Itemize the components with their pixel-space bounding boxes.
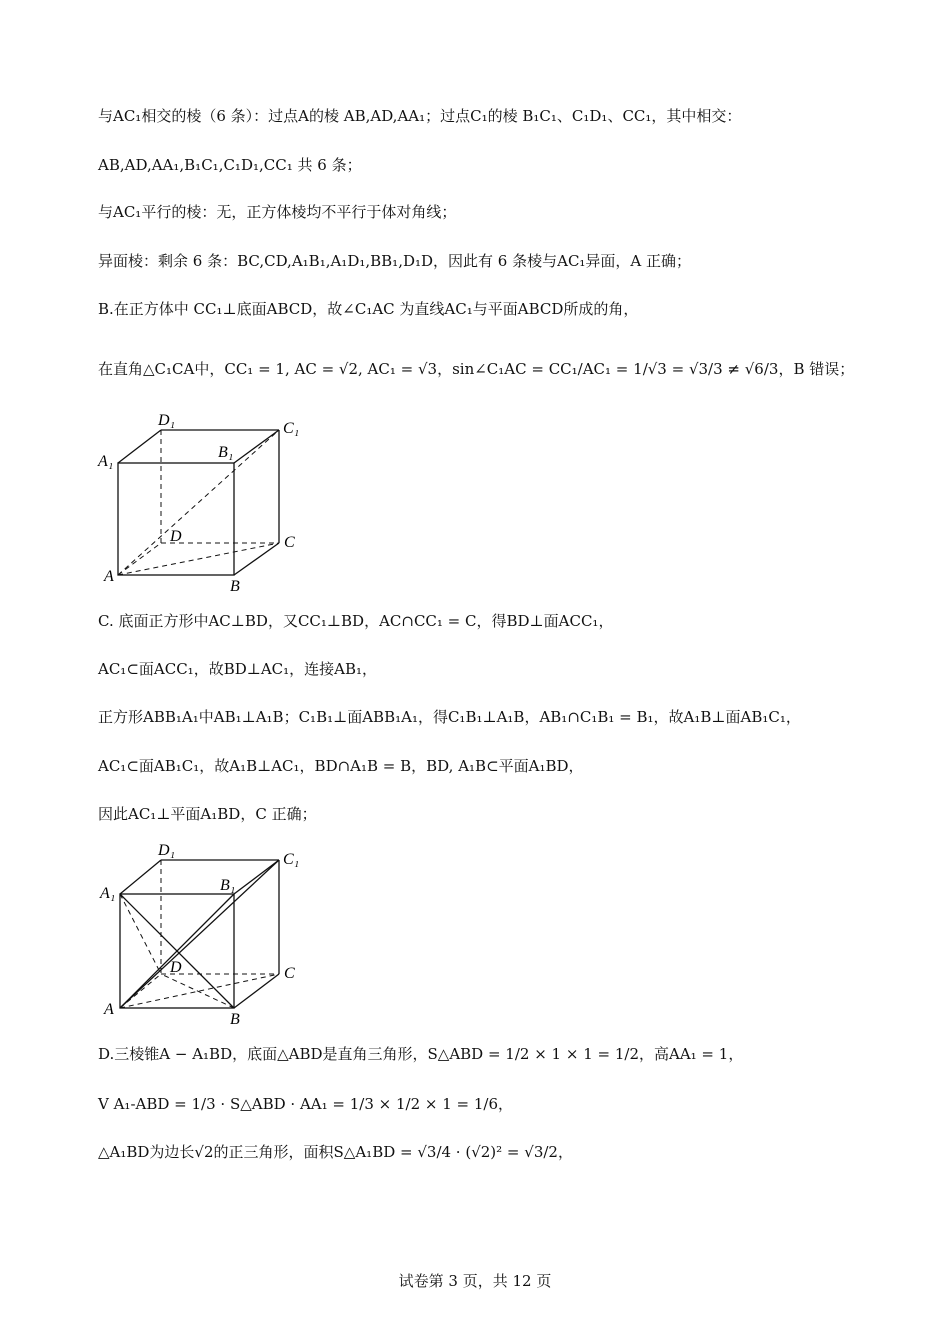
front-face (118, 463, 234, 575)
label-a1: A₁ (100, 885, 116, 902)
label-a: A (104, 568, 114, 585)
edge-b1c1 (234, 430, 279, 463)
label-d: D (170, 959, 182, 976)
text-line-13: V A₁-ABD = 1/3 · S△ABD · AA₁ = 1/3 × 1/2 × 1 = 1/6， (98, 1095, 514, 1113)
text-line-10: AC₁⊂面AB₁C₁，故A₁B⊥AC₁，BD∩A₁B = B，BD, A₁B⊂平面A₁BD， (98, 757, 584, 775)
text-line-4: 异面棱：剩余 6 条：BC,CD,A₁B₁,A₁D₁,BB₁,D₁D，因此有 6 条棱与AC₁异面，A 正确； (98, 252, 692, 270)
edge-a1d1 (120, 860, 161, 894)
label-b: B (230, 1011, 240, 1028)
text-line-2: AB,AD,AA₁,B₁C₁,C₁D₁,CC₁ 共 6 条； (98, 156, 362, 174)
page-footer: 试卷第 3 页，共 12 页 (398, 1272, 552, 1290)
text-line-3: 与AC₁平行的棱：无，正方体棱均不平行于体对角线； (98, 203, 457, 221)
text-line-5: B.在正方体中 CC₁⊥底面ABCD，故∠C₁AC 为直线AC₁与平面ABCD所成的角， (98, 300, 639, 318)
label-c: C (284, 534, 295, 551)
edge-bc (234, 543, 279, 575)
diagonal-ac1 (118, 430, 279, 575)
text-line-6: 在直角△C₁CA中，CC₁ = 1, AC = √2, AC₁ = √3，sin∠C₁AC = CC₁/AC₁ = 1/√3 = √3/3 ≠ √6/3，B 错误； (98, 360, 855, 378)
edge-a1d1 (118, 430, 161, 463)
cube-figure-2 (96, 838, 316, 1032)
label-b1: B₁ (218, 444, 234, 461)
label-c: C (284, 965, 295, 982)
cube-diagram-2 (96, 838, 316, 1028)
label-b: B (230, 578, 240, 595)
label-b1: B₁ (220, 877, 236, 894)
text-line-1: 与AC₁相交的棱（6 条）：过点A的棱 AB,AD,AA₁；过点C₁的棱 B₁C₁、C₁D₁、CC₁，其中相交： (98, 107, 742, 125)
text-line-9: 正方形ABB₁A₁中AB₁⊥A₁B；C₁B₁⊥面ABB₁A₁，得C₁B₁⊥A₁B，AB₁∩C₁B₁ = B₁，故A₁B⊥面AB₁C₁， (98, 708, 801, 726)
line-a1d (120, 894, 161, 974)
diagonal-ac1 (120, 860, 279, 1008)
line-bd (161, 974, 234, 1008)
label-c1: C₁ (283, 851, 300, 868)
label-d1: D₁ (158, 842, 176, 859)
text-line-11: 因此AC₁⊥平面A₁BD，C 正确； (98, 805, 317, 823)
label-d1: D₁ (158, 412, 176, 429)
label-d: D (170, 528, 182, 545)
label-a1: A₁ (98, 453, 114, 470)
label-c1: C₁ (283, 420, 300, 437)
diagonal-ac (118, 543, 279, 575)
line-ac (120, 974, 279, 1008)
text-line-8: AC₁⊂面ACC₁，故BD⊥AC₁，连接AB₁， (98, 660, 378, 678)
edge-ad-hidden (118, 543, 161, 575)
text-line-7: C. 底面正方形中AC⊥BD，又CC₁⊥BD，AC∩CC₁ = C，得BD⊥面ACC₁， (98, 612, 614, 630)
label-a: A (104, 1001, 114, 1018)
cube-figure-1 (96, 405, 316, 599)
text-line-12: D.三棱锥A − A₁BD，底面△ABD是直角三角形，S△ABD = 1/2 × 1 × 1 = 1/2，高AA₁ = 1， (98, 1045, 744, 1063)
cube-diagram-1 (96, 405, 316, 595)
text-line-14: △A₁BD为边长√2的正三角形，面积S△A₁BD = √3/4 · (√2)² = √3/2， (98, 1143, 573, 1161)
edge-b1c1 (234, 860, 279, 894)
